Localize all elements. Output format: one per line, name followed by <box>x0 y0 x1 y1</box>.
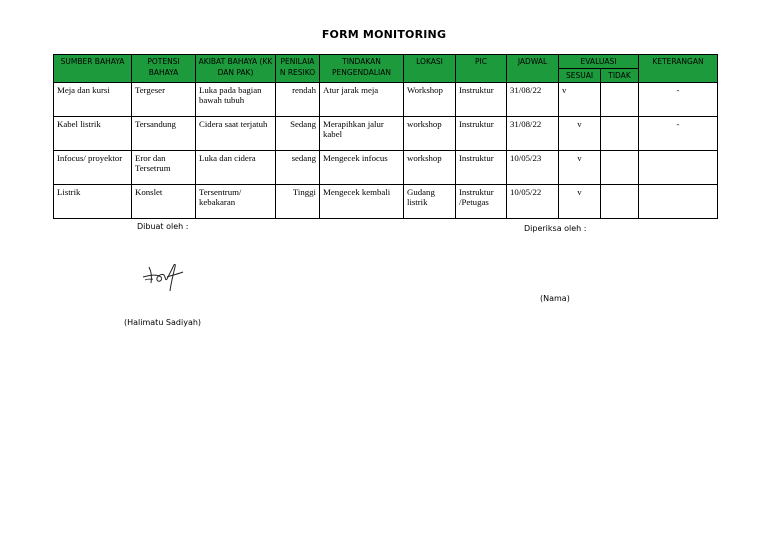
cell-tidak <box>601 83 639 117</box>
header-akibat-bahaya: AKIBAT BAHAYA (KK DAN PAK) <box>196 55 276 83</box>
cell-keterangan: - <box>639 83 718 117</box>
cell-keterangan <box>639 151 718 185</box>
cell-sesuai: v <box>559 185 601 219</box>
cell-pic: Instruktur /Petugas <box>456 185 507 219</box>
cell-sesuai: v <box>559 117 601 151</box>
cell-penilaian: Sedang <box>276 117 320 151</box>
dibuat-oleh-name: (Halimatu Sadiyah) <box>124 318 202 327</box>
header-tindakan-pengendalian: TINDAKAN PENGENDALIAN <box>320 55 404 83</box>
cell-sesuai: v <box>559 83 601 117</box>
cell-lokasi: workshop <box>404 117 456 151</box>
header-penilaian-resiko: PENILAIA N RESIKO <box>276 55 320 83</box>
header-evaluasi: EVALUASI <box>559 55 639 69</box>
cell-jadwal: 31/08/22 <box>507 83 559 117</box>
cell-tidak <box>601 185 639 219</box>
diperiksa-oleh-name: (Nama) <box>540 294 570 303</box>
cell-potensi: Tersandung <box>132 117 196 151</box>
header-jadwal: JADWAL <box>507 55 559 83</box>
header-sesuai: SESUAI <box>559 69 601 83</box>
cell-tidak <box>601 117 639 151</box>
cell-akibat: Luka dan cidera <box>196 151 276 185</box>
header-potensi-bahaya: POTENSI BAHAYA <box>132 55 196 83</box>
cell-keterangan: - <box>639 117 718 151</box>
cell-lokasi: workshop <box>404 151 456 185</box>
cell-pic: Instruktur <box>456 151 507 185</box>
cell-tindakan: Merapihkan jalur kabel <box>320 117 404 151</box>
header-lokasi: LOKASI <box>404 55 456 83</box>
cell-lokasi: Gudang listrik <box>404 185 456 219</box>
cell-penilaian: Tinggi <box>276 185 320 219</box>
cell-potensi: Eror dan Tersetrum <box>132 151 196 185</box>
cell-jadwal: 31/08/22 <box>507 117 559 151</box>
table-row <box>54 151 718 185</box>
cell-sesuai: v <box>559 151 601 185</box>
cell-penilaian: rendah <box>276 83 320 117</box>
cell-sumber: Infocus/ proyektor <box>54 151 132 185</box>
cell-sumber: Listrik <box>54 185 132 219</box>
header-sumber-bahaya: SUMBER BAHAYA <box>54 55 132 83</box>
handwritten-signature <box>121 247 211 302</box>
page-title: FORM MONITORING <box>321 28 447 41</box>
signature-image <box>121 247 211 302</box>
dibuat-oleh-label: Dibuat oleh : <box>137 222 189 231</box>
cell-tindakan: Mengecek kembali <box>320 185 404 219</box>
cell-sumber: Kabel listrik <box>54 117 132 151</box>
header-keterangan: KETERANGAN <box>639 55 718 83</box>
cell-potensi: Tergeser <box>132 83 196 117</box>
cell-sumber: Meja dan kursi <box>54 83 132 117</box>
cell-potensi: Konslet <box>132 185 196 219</box>
cell-jadwal: 10/05/22 <box>507 185 559 219</box>
cell-akibat: Luka pada bagian bawah tubuh <box>196 83 276 117</box>
cell-tidak <box>601 151 639 185</box>
cell-akibat: Tersentrum/ kebakaran <box>196 185 276 219</box>
cell-pic: Instruktur <box>456 117 507 151</box>
cell-jadwal: 10/05/23 <box>507 151 559 185</box>
monitoring-table <box>53 54 718 219</box>
cell-akibat: Cidera saat terjatuh <box>196 117 276 151</box>
diperiksa-oleh-label: Diperiksa oleh : <box>524 224 587 233</box>
table-row <box>54 83 718 117</box>
cell-penilaian: sedang <box>276 151 320 185</box>
cell-pic: Instruktur <box>456 83 507 117</box>
header-tidak: TIDAK <box>601 69 639 83</box>
cell-tindakan: Atur jarak meja <box>320 83 404 117</box>
table-row <box>54 117 718 151</box>
cell-keterangan <box>639 185 718 219</box>
cell-lokasi: Workshop <box>404 83 456 117</box>
table-row <box>54 185 718 219</box>
cell-tindakan: Mengecek infocus <box>320 151 404 185</box>
header-pic: PIC <box>456 55 507 83</box>
